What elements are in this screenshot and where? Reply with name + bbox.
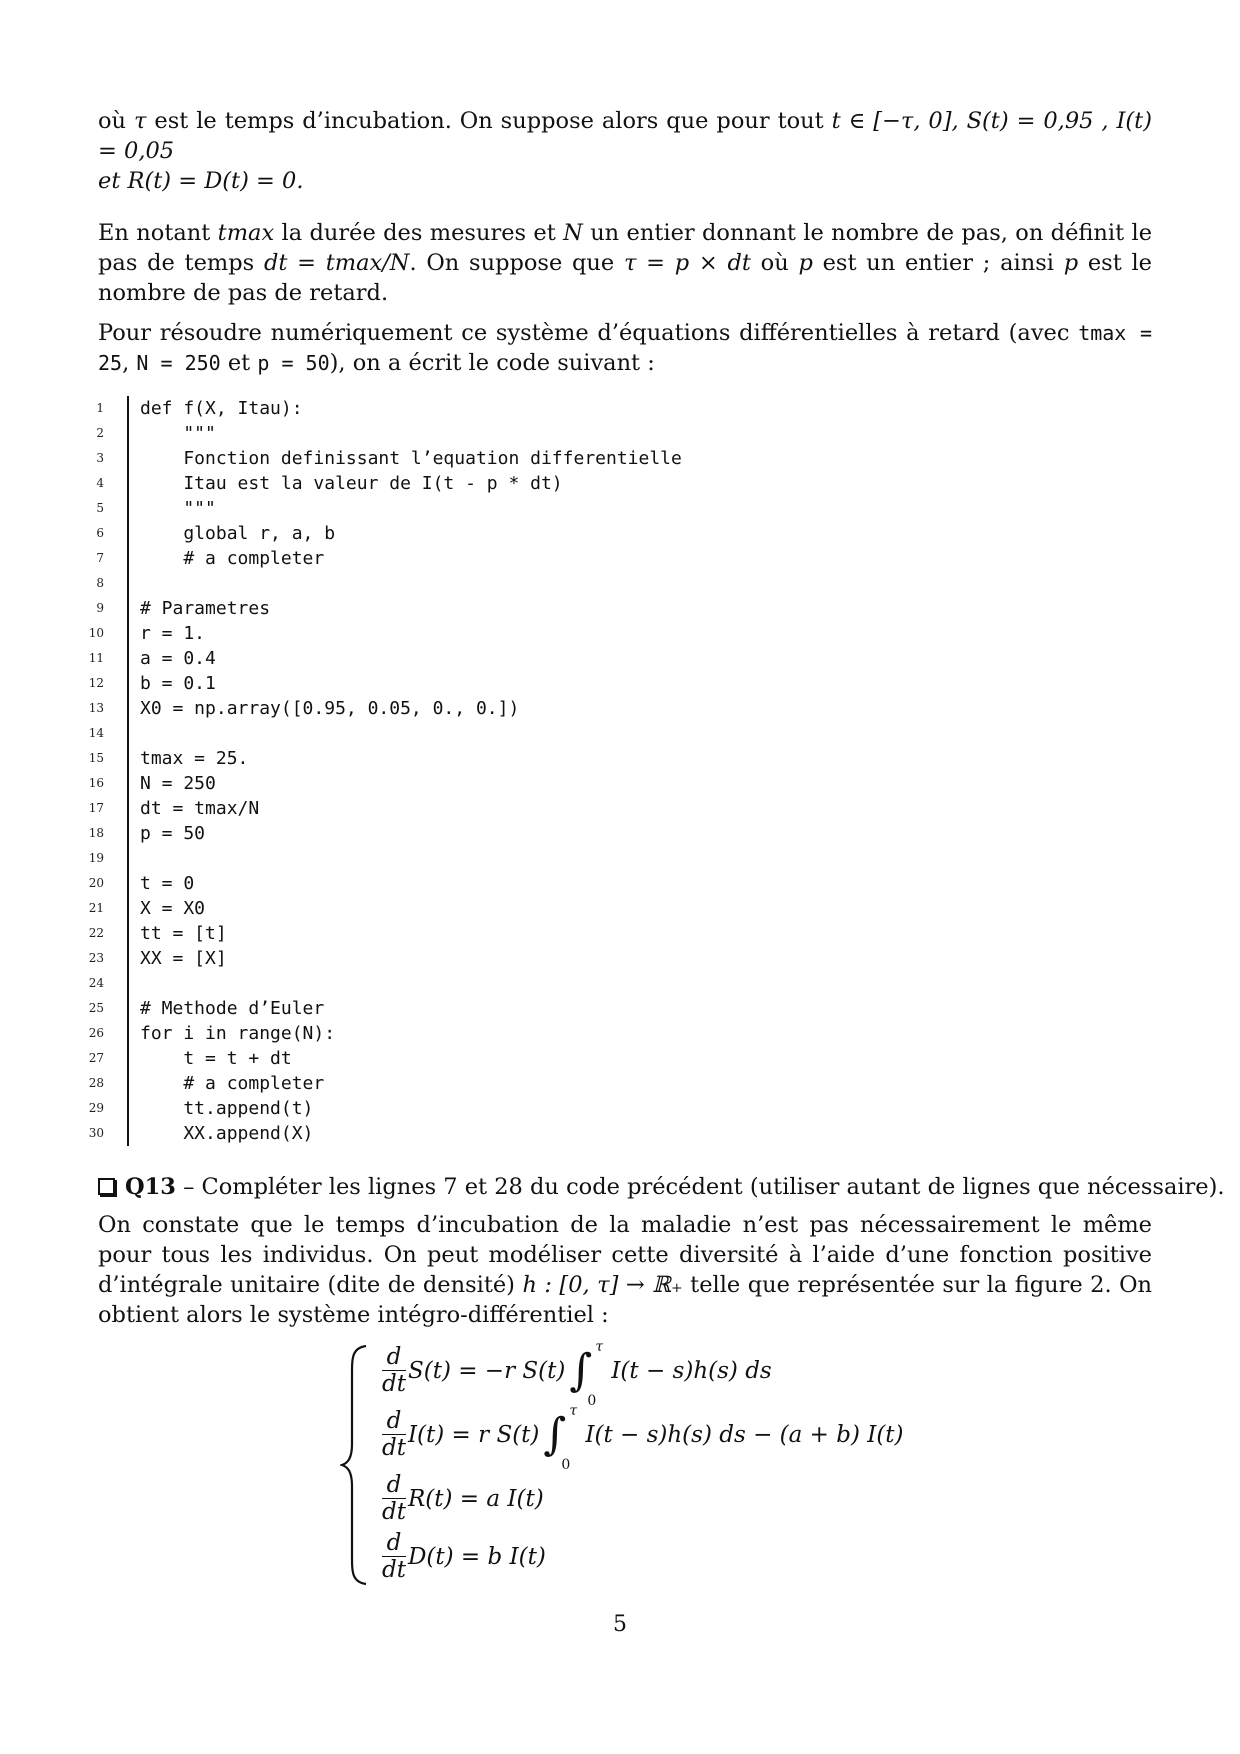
code-line <box>70 921 970 946</box>
code-line <box>70 721 970 746</box>
line-number: 28 <box>88 1076 104 1090</box>
line-number: 6 <box>96 526 104 540</box>
code-text: X = X0 <box>140 898 206 919</box>
line-number: 4 <box>96 476 104 490</box>
line-number: 22 <box>88 926 104 940</box>
line-number: 10 <box>88 626 104 640</box>
code-line <box>70 496 970 521</box>
line-number: 27 <box>88 1051 104 1065</box>
code-text: def f(X, Itau): <box>140 398 303 419</box>
equation-r: $\frac{d}{dt}$ R(t) = a I(t) <box>382 1472 544 1525</box>
code-line <box>70 546 970 571</box>
line-number: 26 <box>88 1026 104 1040</box>
question-label: Q13 <box>125 1174 176 1200</box>
code-line <box>70 946 970 971</box>
question-q13 <box>98 1172 1225 1202</box>
line-number: 13 <box>88 701 104 715</box>
code-line <box>70 796 970 821</box>
line-number: 25 <box>88 1001 104 1015</box>
code-text: # a completer <box>140 1073 325 1094</box>
line-number: 24 <box>88 976 104 990</box>
line-number: 16 <box>88 776 104 790</box>
line-number: 20 <box>88 876 104 890</box>
line-number: 17 <box>88 801 104 815</box>
equation-s: $\frac{d}{dt}$ S(t) = −r S(t)∫ τ 0 I(t − s)h(s) ds <box>382 1339 772 1409</box>
code-text: XX = [X] <box>140 948 227 969</box>
code-text: p = 50 <box>140 823 206 844</box>
code-text: t = t + dt <box>140 1048 292 1069</box>
line-number: 5 <box>96 501 104 515</box>
code-line <box>70 1071 970 1096</box>
code-line <box>70 646 970 671</box>
line-number: 14 <box>88 726 104 740</box>
line-number: 29 <box>88 1101 104 1115</box>
question-text: – Compléter les lignes 7 et 28 du code précédent (utiliser autant de lignes que nécessaire). <box>175 1174 1225 1200</box>
code-text: # Parametres <box>140 598 271 619</box>
line-number: 15 <box>88 751 104 765</box>
code-line <box>70 421 970 446</box>
line-number: 19 <box>88 851 104 865</box>
code-line <box>70 621 970 646</box>
code-line <box>70 746 970 771</box>
line-number: 3 <box>96 451 104 465</box>
code-intro-paragraph: Pour résoudre numériquement ce système d’équations différentielles à retard (avec tmax = 25, N = 250 et p = 50), on a écrit le code suivant : <box>98 320 1152 376</box>
code-line <box>70 846 970 871</box>
code-text: XX.append(X) <box>140 1123 314 1144</box>
code-listing <box>70 396 970 1146</box>
code-text: a = 0.4 <box>140 648 216 669</box>
code-line <box>70 996 970 1021</box>
code-line <box>70 971 970 996</box>
code-text: X0 = np.array([0.95, 0.05, 0., 0.]) <box>140 698 520 719</box>
code-text: dt = tmax/N <box>140 798 260 819</box>
code-text: b = 0.1 <box>140 673 216 694</box>
line-number: 30 <box>88 1126 104 1140</box>
line-number: 8 <box>96 576 104 590</box>
code-text: Itau est la valeur de I(t - p * dt) <box>140 473 563 494</box>
code-line <box>70 1046 970 1071</box>
code-line <box>70 446 970 471</box>
code-text: global r, a, b <box>140 523 336 544</box>
code-line <box>70 671 970 696</box>
steps-paragraph: En notant tmax la durée des mesures et N un entier donnant le nombre de pas, on définit le pas de temps dt = tmax/N. On suppose que τ = p × dt où p est un entier ; ainsi p est le nombre de pas de retard. <box>98 220 1153 306</box>
code-line <box>70 896 970 921</box>
line-number: 11 <box>88 651 104 665</box>
code-text: # Methode d’Euler <box>140 998 325 1019</box>
code-line <box>70 1021 970 1046</box>
code-text: tmax = 25. <box>140 748 249 769</box>
left-brace-icon <box>340 1344 370 1586</box>
code-text: # a completer <box>140 548 325 569</box>
code-text: r = 1. <box>140 623 206 644</box>
code-text: for i in range(N): <box>140 1023 336 1044</box>
code-line <box>70 696 970 721</box>
line-number: 12 <box>88 676 104 690</box>
code-line <box>70 771 970 796</box>
code-text: """ <box>140 423 216 444</box>
checkbox-icon <box>98 1178 115 1195</box>
code-text: tt.append(t) <box>140 1098 314 1119</box>
code-line <box>70 471 970 496</box>
code-line <box>70 821 970 846</box>
code-text: """ <box>140 498 216 519</box>
code-line <box>70 396 970 421</box>
code-text: N = 250 <box>140 773 216 794</box>
code-text: tt = [t] <box>140 923 227 944</box>
line-number: 18 <box>88 826 104 840</box>
code-line <box>70 596 970 621</box>
code-line <box>70 571 970 596</box>
line-number: 9 <box>96 601 104 615</box>
page-number: 5 <box>613 1612 627 1637</box>
intro-paragraph: où τ est le temps d’incubation. On suppose alors que pour tout t ∈ [−τ, 0], S(t) = 0,95 , I(t) = 0,05 et R(t) = D(t) = 0. <box>98 108 1152 194</box>
line-number: 23 <box>88 951 104 965</box>
line-number: 1 <box>96 401 104 415</box>
code-line <box>70 521 970 546</box>
code-text: t = 0 <box>140 873 195 894</box>
code-line <box>70 1096 970 1121</box>
line-number: 2 <box>96 426 104 440</box>
code-line <box>70 1121 970 1146</box>
code-text: Fonction definissant l’equation differentielle <box>140 448 682 469</box>
line-number: 21 <box>88 901 104 915</box>
equation-i: $\frac{d}{dt}$ I(t) = r S(t)∫ τ 0 I(t − s)h(s) ds − (a + b) I(t) <box>382 1403 904 1473</box>
equation-d: $\frac{d}{dt}$ D(t) = b I(t) <box>382 1530 546 1583</box>
code-line <box>70 871 970 896</box>
line-number: 7 <box>96 551 104 565</box>
density-paragraph: On constate que le temps d’incubation de la maladie n’est pas nécessairement le même pour tous les individus. On peut modéliser cette diversité à l’aide d’une fonction positive d’intégrale unitaire (dite de densité) h : [0, τ] → ℝ₊ telle que représentée sur la figure 2. On obtient alors le système intégro-différentiel : <box>98 1212 1153 1328</box>
